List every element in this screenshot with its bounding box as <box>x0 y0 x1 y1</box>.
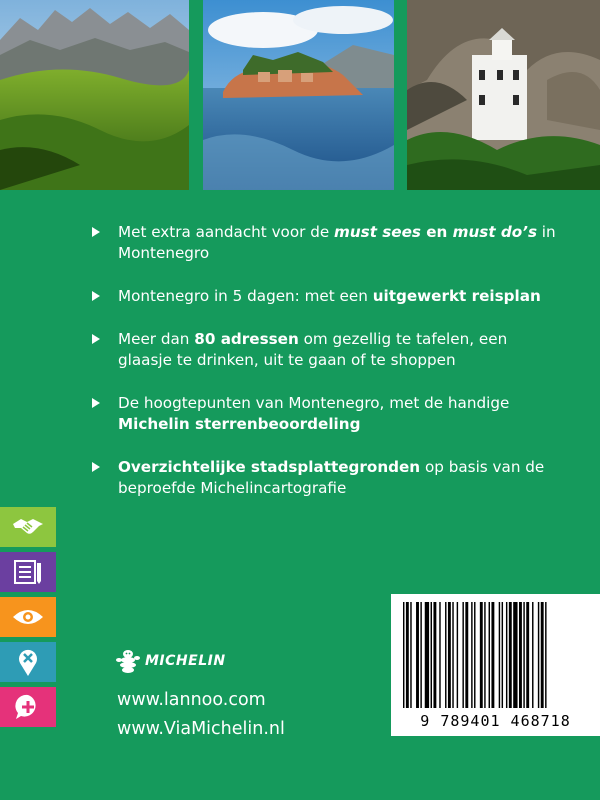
feature-item <box>90 329 560 371</box>
feature-text: must do’s <box>452 223 537 241</box>
barcode-bar <box>513 602 517 708</box>
chat-plus-icon <box>0 687 56 727</box>
feature-item <box>90 222 560 264</box>
map-pin-icon <box>0 642 56 682</box>
bullet-arrow-icon <box>92 398 100 408</box>
barcode-bar <box>506 602 507 708</box>
feature-text: Met extra aandacht voor de <box>118 223 335 241</box>
barcode-bar <box>410 602 411 708</box>
handshake-icon <box>0 507 56 547</box>
bullet-arrow-icon <box>92 227 100 237</box>
feature-text: Michelin sterrenbeoordeling <box>118 415 361 433</box>
category-icons <box>0 507 56 732</box>
barcode-bar <box>457 602 458 708</box>
barcode-bar <box>502 602 503 708</box>
barcode-bar <box>474 602 475 708</box>
feature-item <box>90 457 560 499</box>
barcode-bar <box>489 602 490 708</box>
mountain-valley-photo <box>0 0 189 190</box>
barcode-bar <box>452 602 453 708</box>
barcode-bar <box>445 602 446 708</box>
isbn-number: 9 789401 468718 <box>420 712 571 730</box>
bullet-arrow-icon <box>92 462 100 472</box>
bullet-arrow-icon <box>92 334 100 344</box>
barcode-bars <box>391 594 600 714</box>
lannoo-link[interactable]: www.lannoo.com <box>117 690 266 710</box>
feature-text: 80 adressen <box>194 330 299 348</box>
barcode-bar <box>439 602 440 708</box>
feature-text: in Montenegro <box>118 223 556 262</box>
barcode-bar <box>425 602 429 708</box>
barcode-bar <box>431 602 432 708</box>
feature-item <box>90 393 560 435</box>
barcode-bar <box>538 602 539 708</box>
feature-text: Meer dan <box>118 330 195 348</box>
feature-text: Overzichtelijke stadsplattegronden <box>118 458 421 476</box>
feature-text: De hoogtepunten van Montenegro, met de handige <box>118 394 510 412</box>
barcode-bar <box>406 602 409 708</box>
barcode-bar <box>519 602 522 708</box>
feature-text: Montenegro in 5 dagen: met een <box>118 287 373 305</box>
bibendum-icon <box>115 648 141 674</box>
barcode-bar <box>403 602 404 708</box>
cliff-monastery-photo <box>407 0 600 190</box>
viamichelin-link[interactable]: www.ViaMichelin.nl <box>117 719 285 739</box>
barcode-bar <box>433 602 436 708</box>
barcode-bar <box>491 602 494 708</box>
barcode-bar <box>480 602 483 708</box>
list-icon <box>0 552 56 592</box>
barcode-bar <box>523 602 524 708</box>
feature-text: op basis van de beproefde Michelincartografie <box>118 458 545 497</box>
barcode-bar <box>416 602 419 708</box>
island-town-photo <box>203 0 394 190</box>
isbn-barcode <box>391 594 600 736</box>
barcode-bar <box>462 602 463 708</box>
michelin-wordmark: MICHELIN <box>145 653 226 669</box>
barcode-bar <box>484 602 485 708</box>
barcode-bar <box>545 602 546 708</box>
feature-text: uitgewerkt reisplan <box>372 287 541 305</box>
michelin-logo <box>115 648 226 674</box>
barcode-bar <box>526 602 529 708</box>
eye-icon <box>0 597 56 637</box>
barcode-bar <box>448 602 451 708</box>
barcode-bar <box>420 602 421 708</box>
barcode-bar <box>532 602 533 708</box>
barcode-bar <box>499 602 500 708</box>
photo-strip <box>0 0 600 190</box>
feature-text: must sees <box>334 223 421 241</box>
feature-text: en <box>420 223 453 241</box>
barcode-bar <box>541 602 544 708</box>
feature-text: om gezellig te tafelen, een glaasje te drinken, uit te gaan of te shoppen <box>118 330 508 369</box>
feature-item <box>90 286 560 307</box>
barcode-bar <box>471 602 472 708</box>
feature-list <box>90 222 560 521</box>
bullet-arrow-icon <box>92 291 100 301</box>
barcode-bar <box>509 602 512 708</box>
barcode-bar <box>465 602 468 708</box>
